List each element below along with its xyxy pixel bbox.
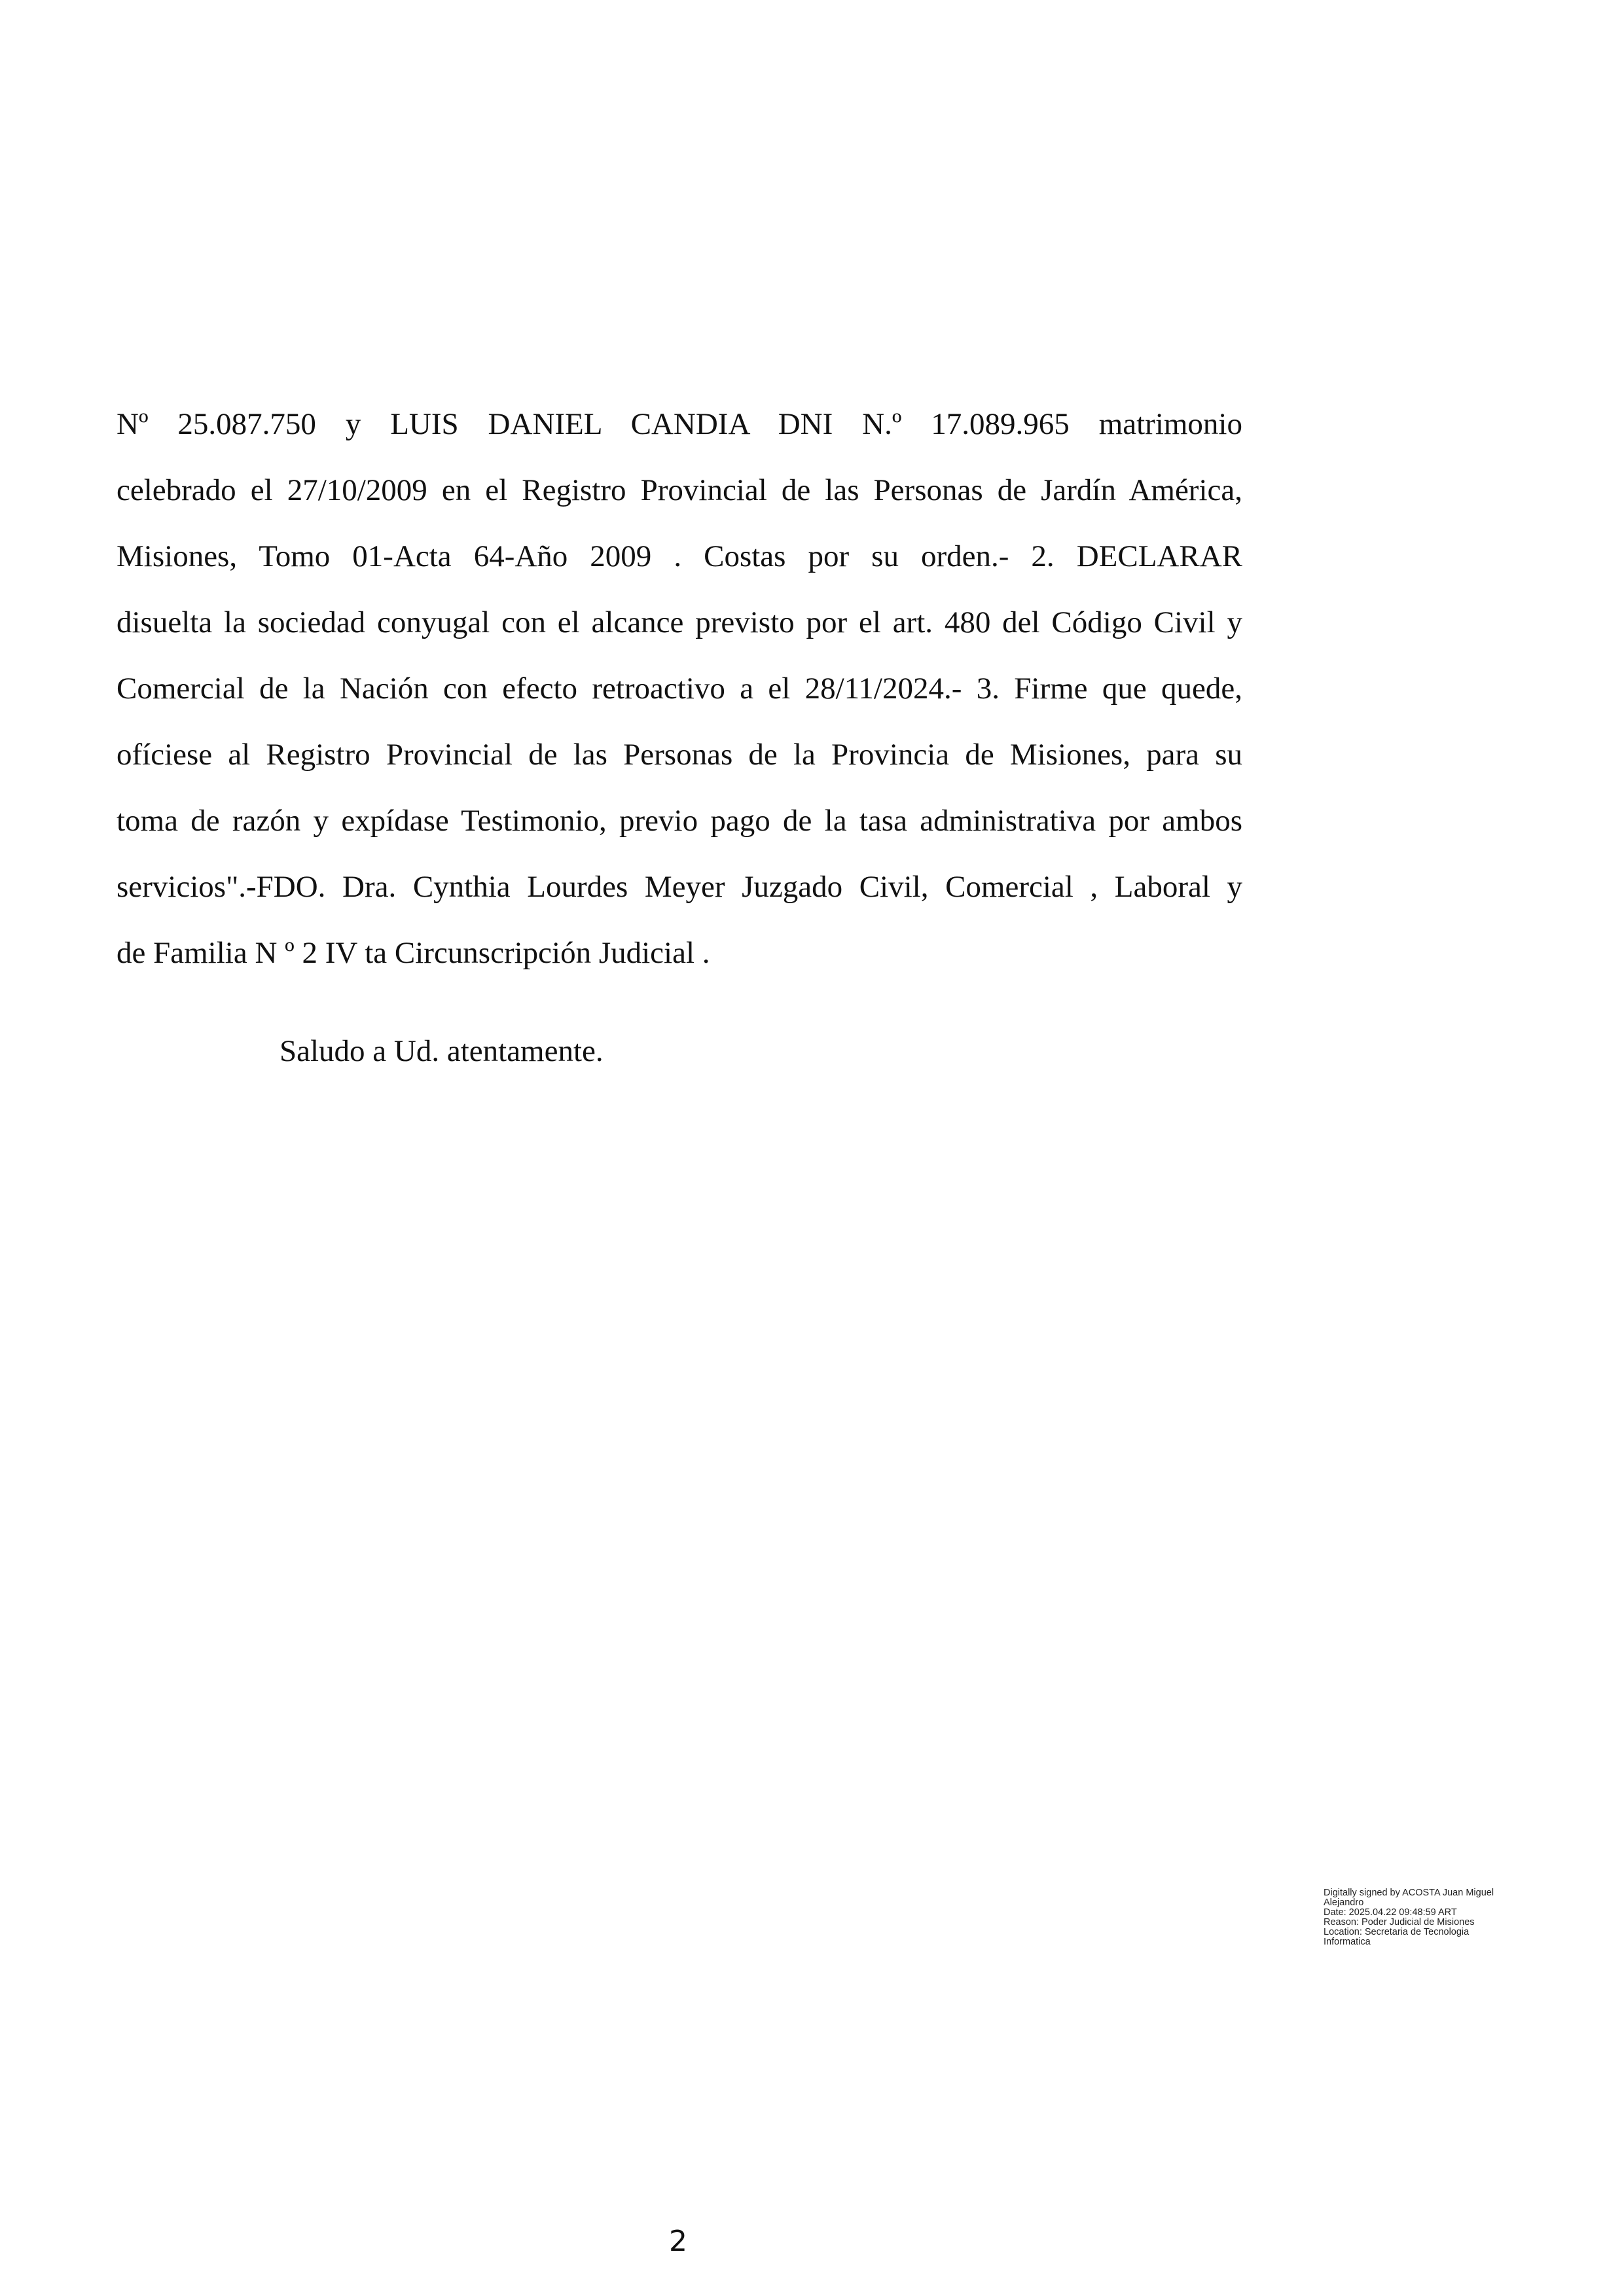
signature-signer-line-continued: Alejandro	[1324, 1897, 1364, 1908]
signature-date: Date: 2025.04.22 09:48:59 ART	[1324, 1907, 1457, 1918]
digital-signature-stamp	[1324, 1888, 1540, 1947]
closing-salutation: Saludo a Ud. atentamente.	[280, 1034, 604, 1068]
paragraph-line: Misiones, Tomo 01-Acta 64-Año 2009 . Costas por su orden.- 2. DECLARAR	[117, 539, 1242, 573]
signature-reason: Reason: Poder Judicial de Misiones	[1324, 1917, 1475, 1928]
paragraph-line: celebrado el 27/10/2009 en el Registro Provincial de las Personas de Jardín América,	[117, 473, 1242, 507]
paragraph-line: Comercial de la Nación con efecto retroactivo a el 28/11/2024.- 3. Firme que quede,	[117, 672, 1242, 706]
paragraph-line: ofíciese al Registro Provincial de las Personas de la Provincia de Misiones, para su	[117, 738, 1242, 772]
paragraph-line: toma de razón y expídase Testimonio, previo pago de la tasa administrativa por ambos	[117, 804, 1242, 838]
page-number: 2	[669, 2225, 687, 2258]
signature-location-continued: Informatica	[1324, 1937, 1371, 1947]
signature-signer-line: Digitally signed by ACOSTA Juan Miguel	[1324, 1888, 1494, 1898]
paragraph-line: de Familia N º 2 IV ta Circunscripción Judicial .	[117, 936, 710, 970]
paragraph-line: disuelta la sociedad conyugal con el alcance previsto por el art. 480 del Código Civil y	[117, 605, 1242, 639]
paragraph-line: Nº 25.087.750 y LUIS DANIEL CANDIA DNI N.º 17.089.965 matrimonio	[117, 407, 1242, 441]
signature-location: Location: Secretaria de Tecnologia	[1324, 1927, 1470, 1937]
paragraph-line: servicios".-FDO. Dra. Cynthia Lourdes Meyer Juzgado Civil, Comercial , Laboral y	[117, 870, 1242, 904]
resolution-paragraph	[117, 391, 1242, 986]
